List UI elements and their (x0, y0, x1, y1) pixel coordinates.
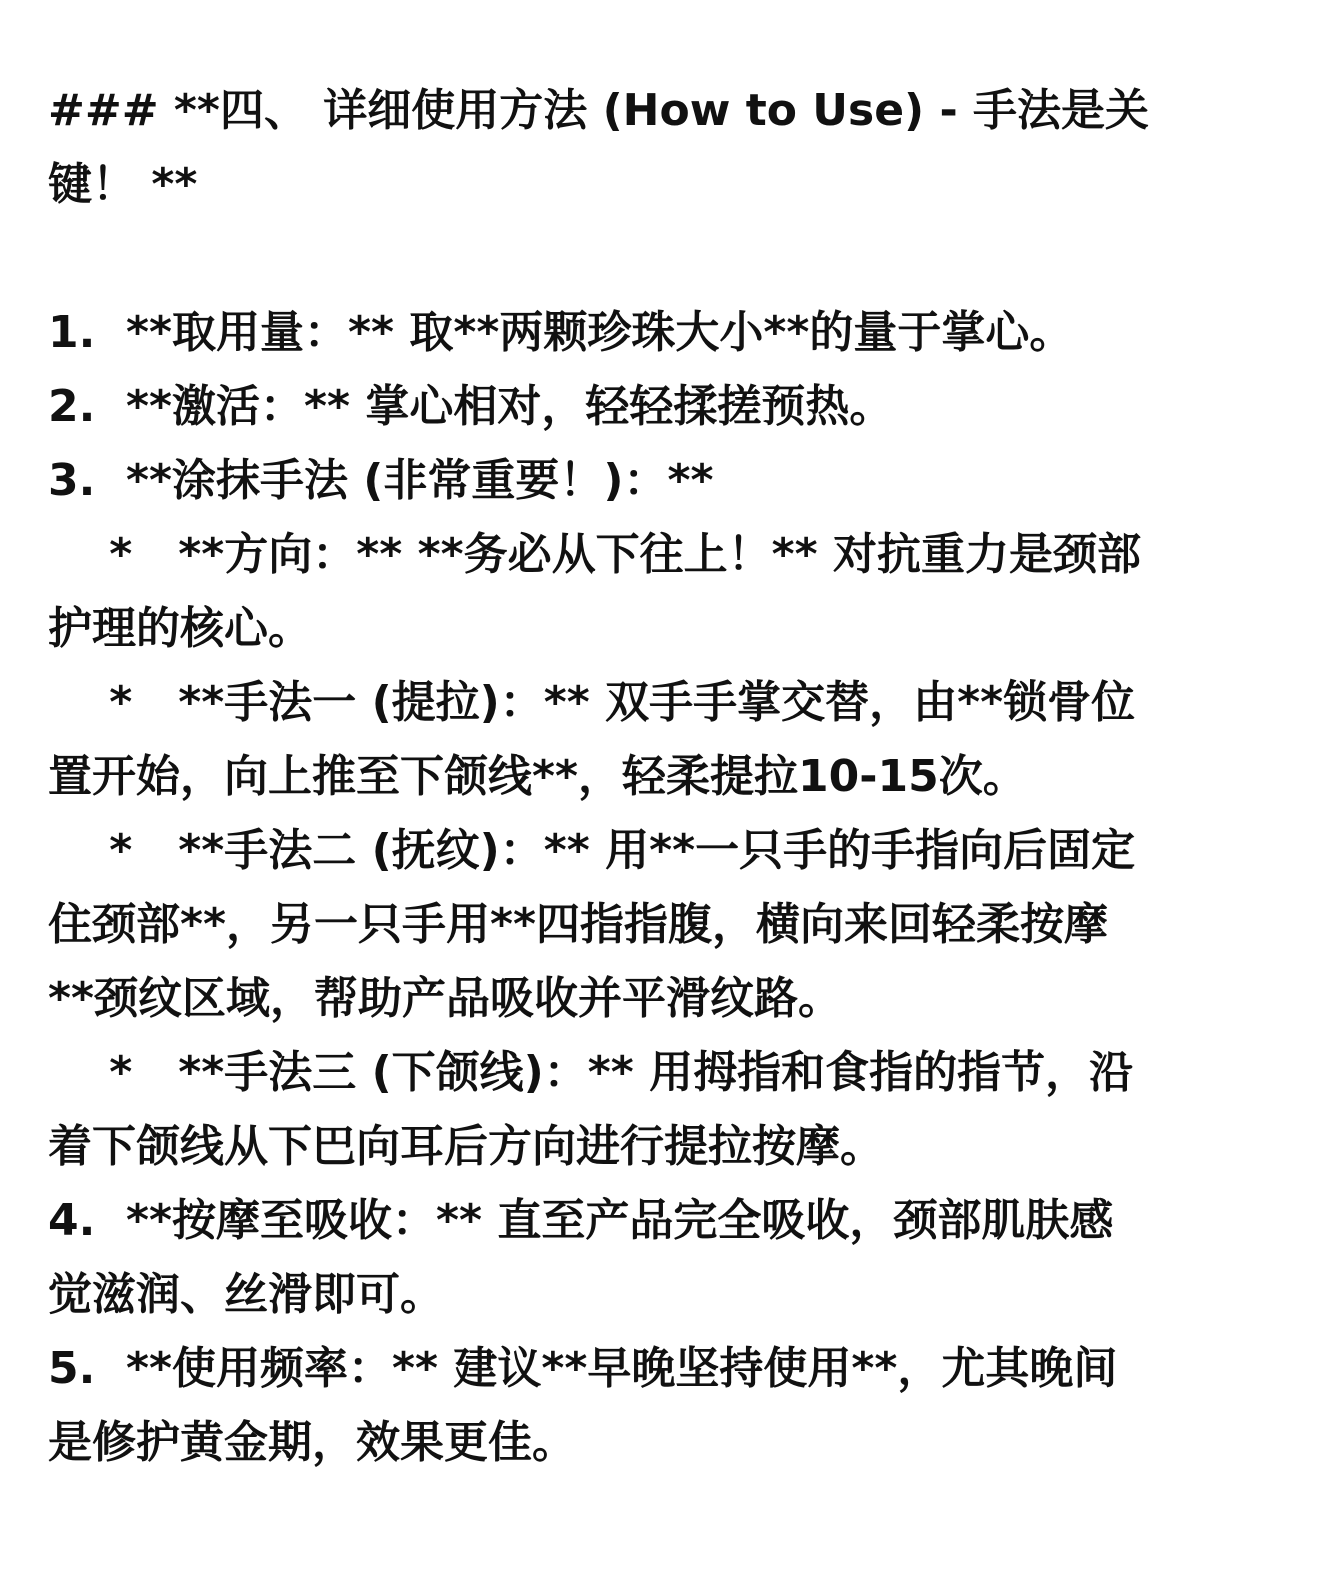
bullet-direction-line-2: 护理的核心。 (48, 603, 312, 654)
step-4-line-2: 觉滋润、丝滑即可。 (48, 1269, 444, 1320)
bullet-method-2-line-3: **颈纹区域，帮助产品吸收并平滑纹路。 (48, 973, 843, 1024)
bullet-method-1-line-2: 置开始，向上推至下颌线**，轻柔提拉10-15次。 (48, 751, 1027, 802)
step-5-line-2: 是修护黄金期，效果更佳。 (48, 1417, 576, 1468)
step-4-line-1: 4. **按摩至吸收：** 直至产品完全吸收，颈部肌肤感 (48, 1195, 1114, 1246)
bullet-method-1-line-1: * **手法一 (提拉)：** 双手手掌交替，由**锁骨位 (48, 677, 1136, 728)
step-2-line: 2. **激活：** 掌心相对，轻轻揉搓预热。 (48, 381, 894, 432)
bullet-method-3-line-2: 着下颌线从下巴向耳后方向进行提拉按摩。 (48, 1121, 884, 1172)
heading-line-1: ### **四、 详细使用方法 (How to Use) - 手法是关 (48, 85, 1150, 136)
bullet-method-2-line-1: * **手法二 (抚纹)：** 用**一只手的手指向后固定 (48, 825, 1136, 876)
document-body (48, 74, 1248, 1480)
bullet-method-3-line-1: * **手法三 (下颌线)：** 用拇指和食指的指节，沿 (48, 1047, 1134, 1098)
heading-line-2: 键！ ** (48, 159, 198, 210)
step-3-line: 3. **涂抹手法 (非常重要！)：** (48, 455, 714, 506)
step-5-line-1: 5. **使用频率：** 建议**早晚坚持使用**，尤其晚间 (48, 1343, 1118, 1394)
step-1-line: 1. **取用量：** 取**两颗珍珠大小**的量于掌心。 (48, 307, 1074, 358)
bullet-method-2-line-2: 住颈部**，另一只手用**四指指腹，横向来回轻柔按摩 (48, 899, 1109, 950)
bullet-direction-line-1: * **方向：** **务必从下往上！** 对抗重力是颈部 (48, 529, 1141, 580)
blank-line (48, 222, 1248, 296)
